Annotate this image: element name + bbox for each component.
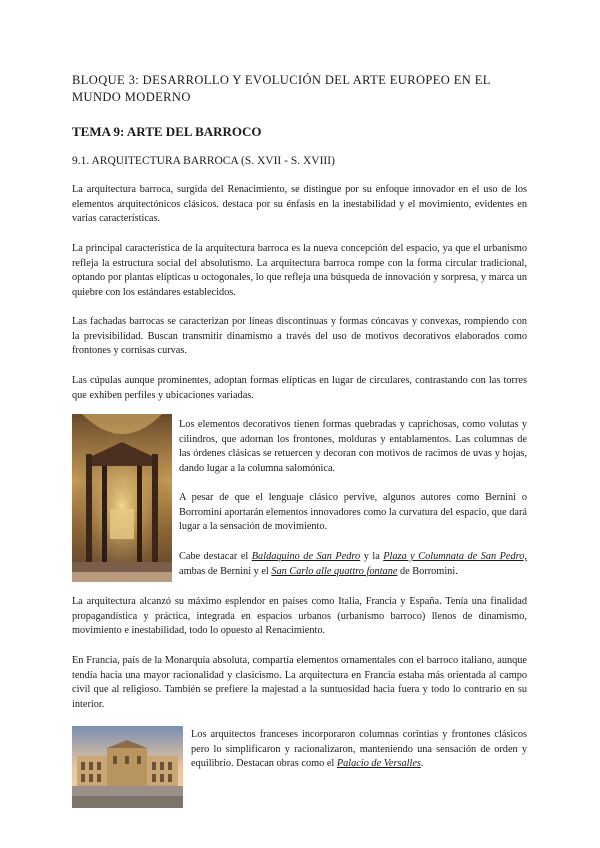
text-fragment: . (420, 758, 424, 770)
block-title: BLOQUE 3: DESARROLLO Y EVOLUCIÓN DEL ARTE EUROPEO EN EL MUNDO MODERNO (72, 73, 491, 104)
text-fragment: de Borromini. (397, 565, 458, 577)
baldaquino-image (72, 414, 172, 582)
paragraph-french-architects (191, 728, 527, 772)
paragraph-facades: Las fachadas barrocas se caracterizan por líneas discontinuas y formas cóncavas y convexas, rompiendo con la previsibilidad. Buscan transmitir dinamismo a través del uso de motivos decorativos elaborados como frontones y cornisas curvas. (72, 316, 527, 357)
text-fragment: Los arquitectos franceses incorporaron columnas corintias y frontones clásicos pero lo simplificaron y racionalizaron, manteniendo una sensación de orden y equilibrio. Destacan obras como el (191, 729, 527, 770)
link-palacio-versalles[interactable]: Palacio de Versalles (336, 758, 421, 770)
text-fragment: Cabe destacar el (179, 551, 252, 562)
text-fragment: y la (360, 551, 384, 562)
baldaquino-illustration (72, 414, 172, 582)
paragraph-decorative: Los elementos decorativos tienen formas quebradas y caprichosas, como volutas y cilindros, que adornan los frontones, molduras y entablamentos. Las columnas de las órdenes clásicas se retuercen y decoran con motivos de racimos de uvas y hojas, dando lugar a la columna salomónica. (179, 419, 527, 474)
text-fragment: ambas de Bernini y el (179, 565, 272, 577)
paragraph-domes: Las cúpulas aunque prominentes, adoptan formas elípticas en lugar de circulares, contrastando con las torres que exhiben perfiles y ubicaciones variadas. (72, 375, 527, 401)
link-san-carlo[interactable]: San Carlo alle quattro fontane (271, 565, 398, 577)
versailles-image (72, 726, 183, 808)
paragraph-highlight-works (179, 550, 527, 579)
paragraph-intro: La arquitectura barroca, surgida del Renacimiento, se distingue por su enfoque innovador en el uso de los elementos arquitectónicos clásicos. destaca por su énfasis en la inestabilidad y el movimiento, evidentes en varias características. (72, 184, 527, 225)
link-plaza-columnata[interactable]: Plaza y Columnata de San Pedro, (383, 551, 527, 562)
versailles-illustration (72, 726, 183, 808)
paragraph-classic-language: A pesar de que el lenguaje clásico pervive, algunos autores como Bernini o Borromini aportarán elementos innovadores como la curvatura del espacio, que dará lugar a la sensación de movimiento. (179, 492, 527, 533)
tema-title: TEMA 9: ARTE DEL BARROCO (72, 124, 262, 139)
link-baldaquino[interactable]: Baldaquino de San Pedro (251, 551, 361, 562)
paragraph-space: La principal característica de la arquitectura barroca es la nueva concepción del espacio, ya que el urbanismo refleja la estructura social del absolutismo. La arquitectura barroca rompe con la forma circular tradicional, optando por plantas elípticas u octogonales, lo que refleja una búsqueda de innovación y sorpresa, y marca un quiebre con los estándares establecidos. (72, 243, 527, 298)
paragraph-france: En Francia, país de la Monarquía absoluta, compartía elementos ornamentales con el barroco italiano, aunque tendía hacia una mayor racionalidad y clasicismo. La arquitectura en Francia estaba más orientada al campo civil que al religioso. También se prefiere la majestad a la suntuosidad hacia fuera y todo lo contrario en su interior. (72, 655, 527, 710)
section-title: 9.1. ARQUITECTURA BARROCA (S. XVII - S. XVIII) (72, 155, 335, 167)
paragraph-splendor: La arquitectura alcanzó su máximo esplendor en países como Italia, Francia y España. Tenía una finalidad propagandística y práctica, integrada en espacios urbanos (urbanismo barroco) llenos de dinamismo, movimiento e inestabilidad, todo lo opuesto al Renacimiento. (72, 596, 527, 637)
